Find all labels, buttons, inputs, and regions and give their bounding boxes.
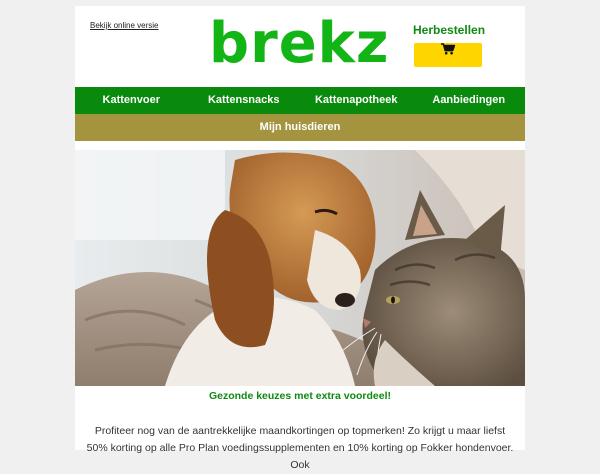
nav-item-aanbiedingen[interactable]: Aanbiedingen: [432, 94, 506, 106]
category-nav: [75, 87, 525, 114]
view-online-link[interactable]: Bekijk online versie: [90, 21, 159, 30]
my-pets-bar[interactable]: Mijn huisdieren: [75, 114, 525, 141]
email-header: [75, 6, 525, 87]
nav-item-kattensnacks[interactable]: Kattensnacks: [207, 94, 280, 106]
reorder-cart-button[interactable]: [414, 43, 482, 67]
promo-headline: Gezonde keuzes met extra voordeel!: [208, 390, 392, 402]
email-container: [75, 6, 525, 471]
beagle-and-cat-photo: [75, 150, 525, 386]
shopping-cart-icon: [441, 43, 455, 55]
brekz-logo[interactable]: brekz: [209, 11, 390, 76]
nav-item-kattenapotheek[interactable]: Kattenapotheek: [314, 94, 398, 106]
nav-item-kattenvoer[interactable]: Kattenvoer: [102, 94, 160, 106]
hero-image[interactable]: [75, 150, 525, 386]
promo-body-text: Profiteer nog van de aantrekkelijke maandkortingen op topmerken! Zo krijgt u maar liefst 50% korting op alle Pro Plan voedingssupplementen en 10% korting op Fokker hondenvoer. Ook: [86, 425, 514, 471]
reorder-label[interactable]: Herbestellen: [413, 23, 486, 37]
reorder-block: [413, 23, 486, 67]
